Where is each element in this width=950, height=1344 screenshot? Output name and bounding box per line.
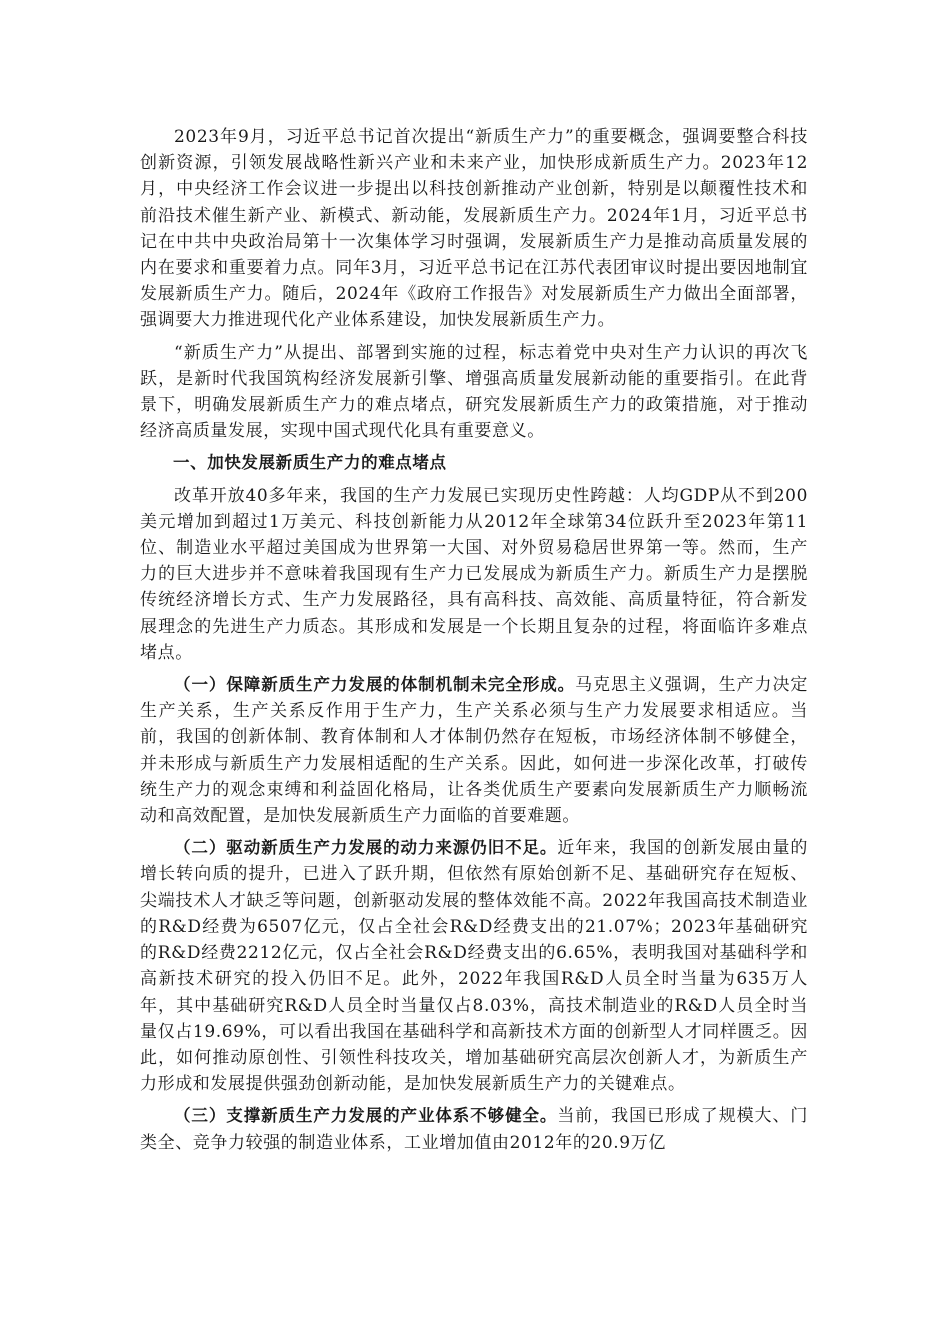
paragraph-innovation-text: 近年来，我国的创新发展由量的增长转向质的提升，已进入了跃升期，但依然有原始创新不足、基础研究存在短板、尖端技术人才缺乏等问题，创新驱动发展的整体效能不高。2022年我国高技术制造业的R&D经费为6507亿元，仅占全社会R&D经费支出的21.07%；2023年基础研究的R&D经费2212亿元，仅占全社会R&D经费支出的6.65%，表明我国对基础科学和高新技术研究的投入仍旧不足。此外，2022年我国R&D人员全时当量为635万人年，其中基础研究R&D人员全时当量仅占8.03%，高技术制造业的R&D人员全时当量仅占19.69%，可以看出我国在基础科学和高新技术方面的创新型人才同样匮乏。因此，如何推动原创性、引领性科技攻关，增加基础研究高层次创新人才，为新质生产力形成和发展提供强劲创新动能，是加快发展新质生产力的关键难点。 [140, 838, 809, 1095]
paragraph-institutions-text: 马克思主义强调，生产力决定生产关系，生产关系反作用于生产力，生产关系必须与生产力发展要求相适应。当前，我国的创新体制、教育体制和人才体制仍然存在短板，市场经济体制不够健全，并未形成与新质生产力发展相适配的生产关系。因此，如何进一步深化改革，打破传统生产力的观念束缚和利益固化格局，让各类优质生产要素向发展新质生产力顺畅流动和高效配置，是加快发展新质生产力面临的首要难题。 [140, 675, 808, 827]
paragraph-reform-overview: 改革开放40多年来，我国的生产力发展已实现历史性跨越：人均GDP从不到200美元增加到超过1万美元、科技创新能力从2012年全球第34位跃升至2023年第11位、制造业水平超过美国成为世界第一大国、对外贸易稳居世界第一等。然而，生产力的巨大进步并不意味着我国现有生产力已发展成为新质生产力。新质生产力是摆脱传统经济增长方式、生产力发展路径，具有高科技、高效能、高质量特征，符合新发展理念的先进生产力质态。其形成和发展是一个长期且复杂的过程，将面临许多难点堵点。 [140, 485, 808, 663]
subheading-1: （一）保障新质生产力发展的体制机制未完全形成。 [174, 675, 576, 695]
paragraph-institutions [140, 672, 808, 829]
paragraph-industry [140, 1103, 808, 1155]
paragraph-intro: 2023年9月，习近平总书记首次提出“新质生产力”的重要概念，强调要整合科技创新资源，引领发展战略性新兴产业和未来产业，加快形成新质生产力。2023年12月，中央经济工作会议进一步提出以科技创新推动产业创新，特别是以颠覆性技术和前沿技术催生新产业、新模式、新动能，发展新质生产力。2024年1月，习近平总书记在中共中央政治局第十一次集体学习时强调，发展新质生产力是推动高质量发展的内在要求和重要着力点。同年3月，习近平总书记在江苏代表团审议时提出要因地制宜发展新质生产力。随后，2024年《政府工作报告》对发展新质生产力做出全面部署，强调要大力推进现代化产业体系建设，加快发展新质生产力。 [140, 127, 808, 331]
paragraph-innovation [140, 835, 808, 1097]
subheading-2: （二）驱动新质生产力发展的动力来源仍旧不足。 [174, 838, 558, 858]
paragraph-industry-text: 当前，我国已形成了规模大、门类全、竞争力较强的制造业体系，工业增加值由2012年的20.9万亿 [140, 1106, 809, 1153]
document-body [140, 124, 808, 1162]
subheading-3: （三）支撑新质生产力发展的产业体系不够健全。 [174, 1106, 558, 1126]
section-heading-1: 一、加快发展新质生产力的难点堵点 [173, 453, 447, 473]
paragraph-significance: “新质生产力”从提出、部署到实施的过程，标志着党中央对生产力认识的再次飞跃，是新时代我国筑构经济发展新引擎、增强高质量发展新动能的重要指引。在此背景下，明确发展新质生产力的难点堵点，研究发展新质生产力的政策措施，对于推动经济高质量发展，实现中国式现代化具有重要意义。 [140, 342, 808, 442]
